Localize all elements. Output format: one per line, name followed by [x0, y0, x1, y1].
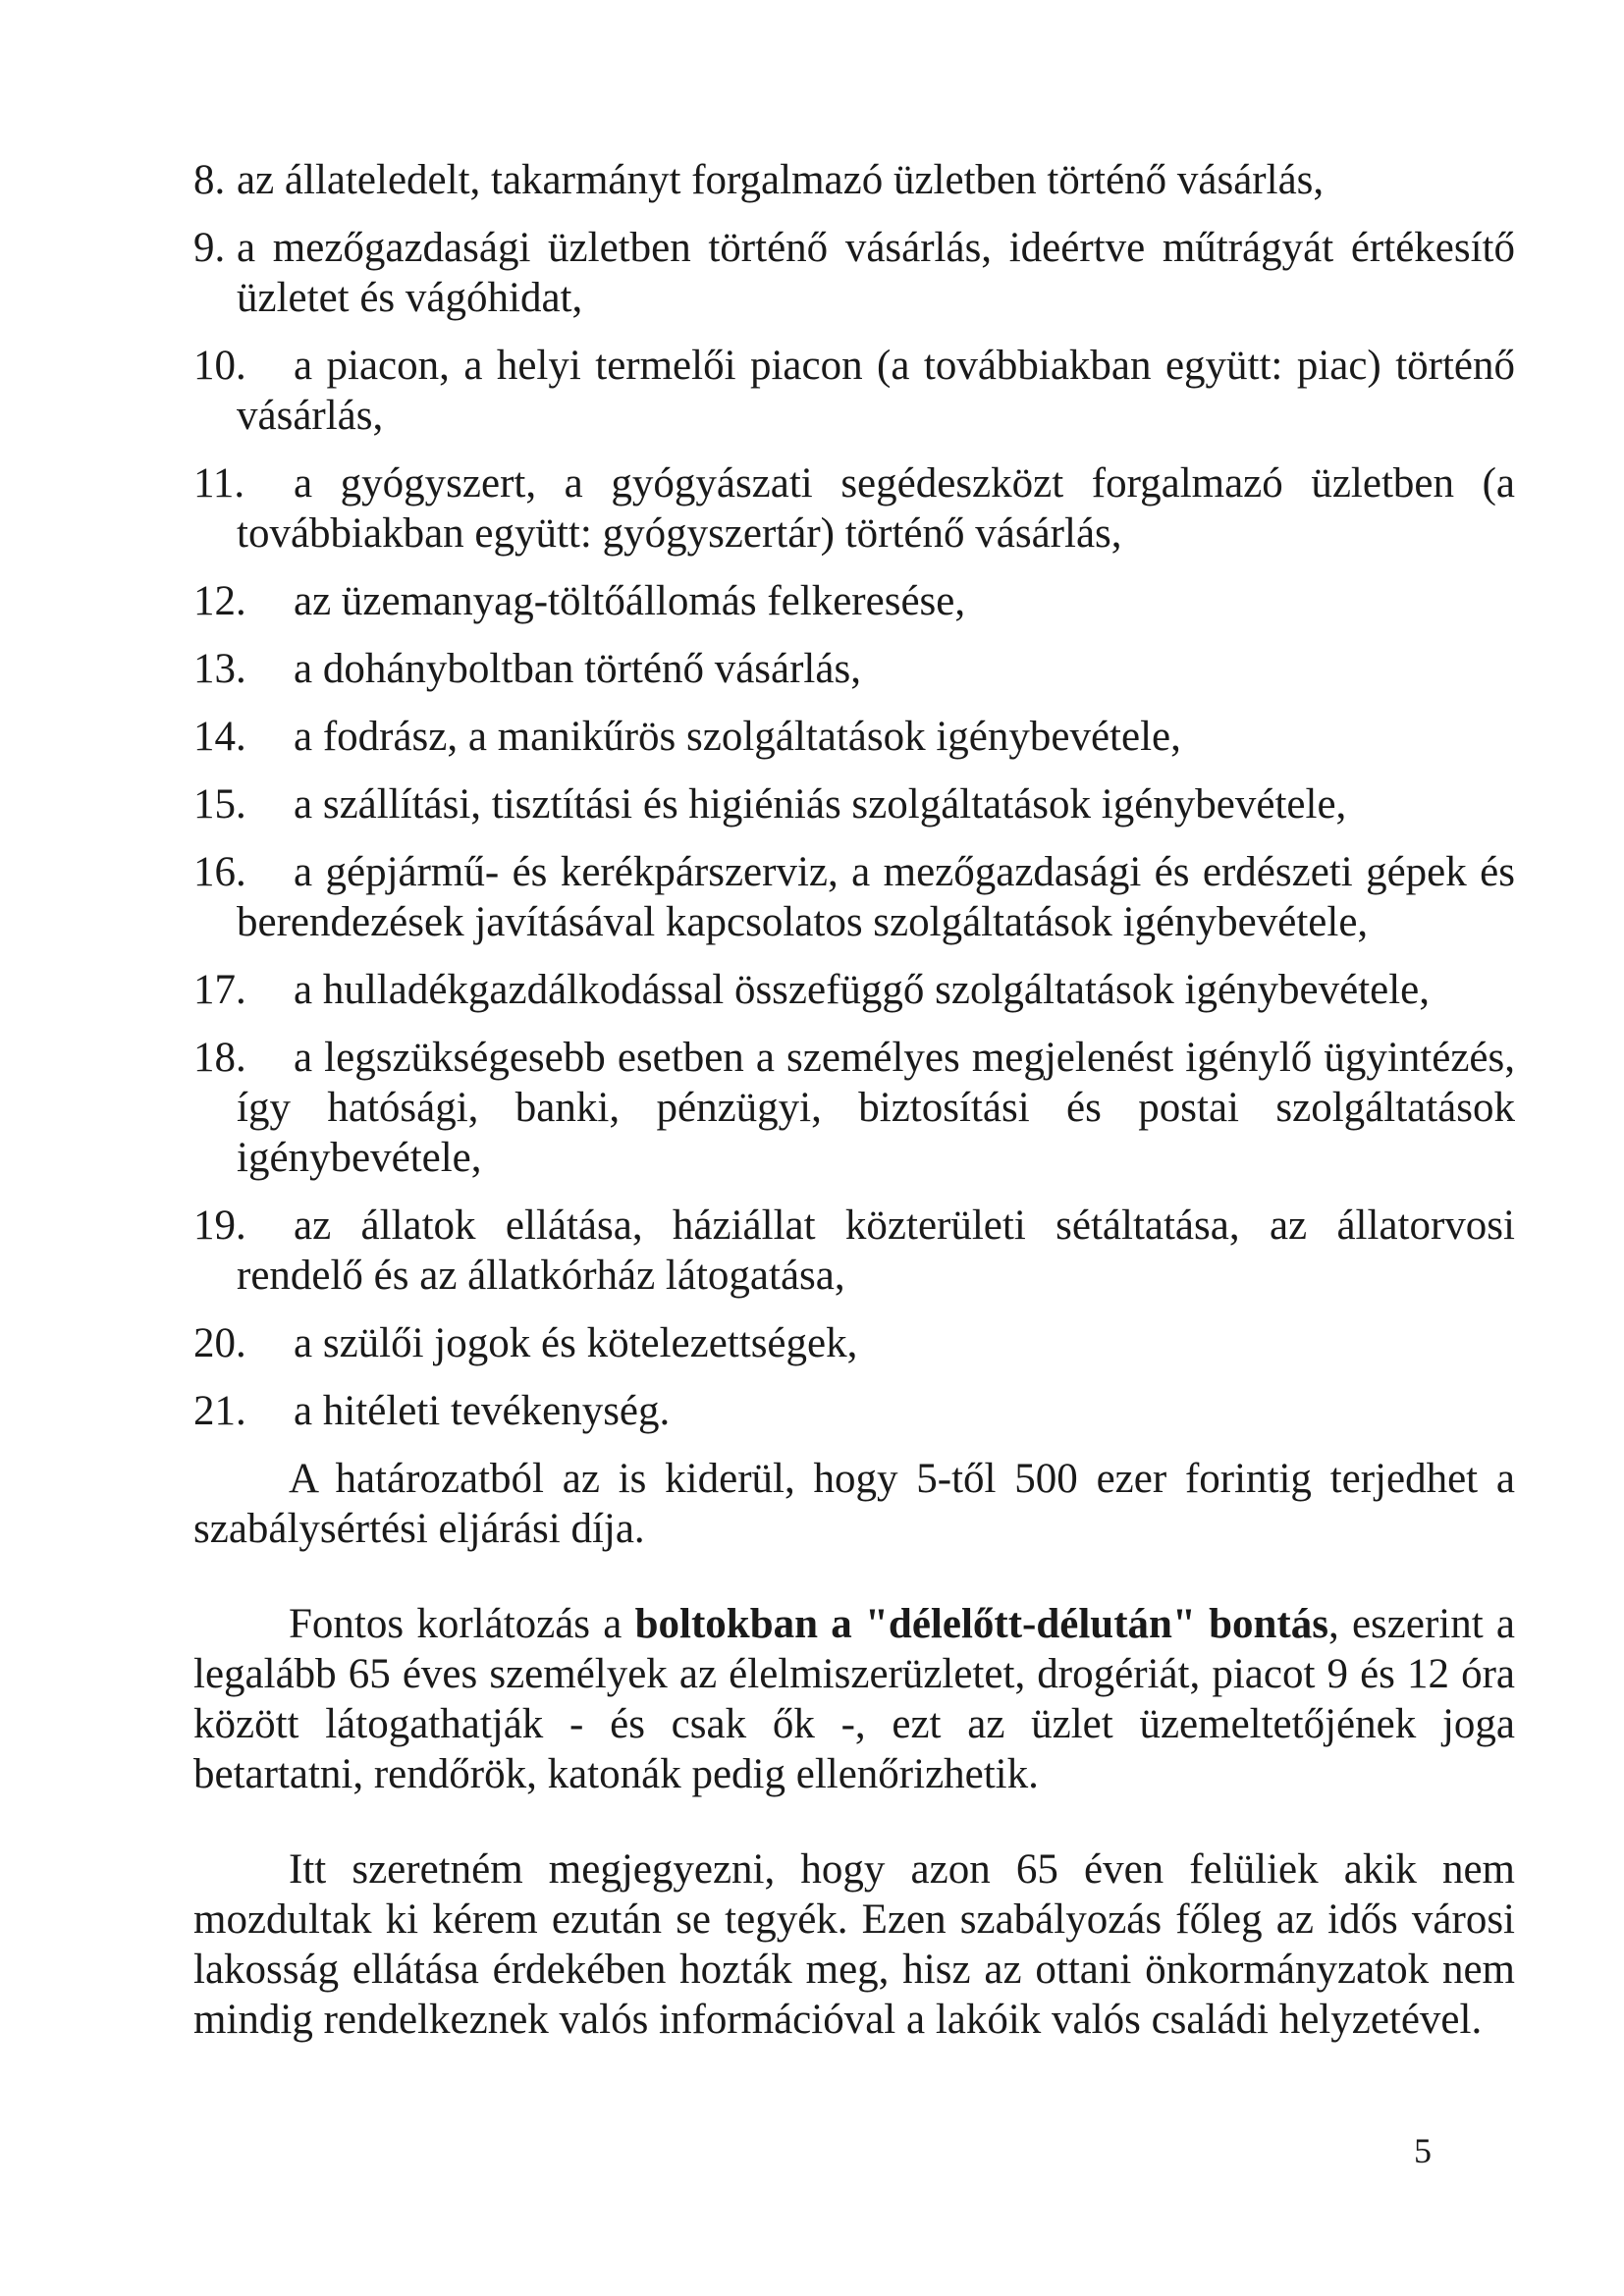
list-number: 14.	[193, 714, 246, 760]
list-item	[193, 1201, 1515, 1301]
list-number: 11.	[193, 460, 245, 507]
paragraph-text: Fontos korlátozás a	[289, 1601, 635, 1647]
list-item	[193, 458, 1515, 559]
list-item	[193, 223, 1515, 323]
list-item	[193, 1318, 1515, 1368]
list-text: az üzemanyag-töltőállomás felkeresése,	[294, 578, 966, 624]
list-item	[193, 576, 1515, 626]
list-text: a gyógyszert, a gyógyászati segédeszközt forgalmazó üzletben (a továbbiakban együtt: gyógyszertár) történő vásárlás,	[237, 460, 1515, 557]
list-item	[193, 847, 1515, 947]
list-number: 17.	[193, 967, 246, 1013]
list-text: a dohányboltban történő vásárlás,	[294, 646, 861, 692]
list-text: az állateledelt, takarmányt forgalmazó üzletben történő vásárlás,	[237, 157, 1325, 203]
list-text: az állatok ellátása, háziállat közterületi sétáltatása, az állatorvosi rendelő és az állatkórház látogatása,	[237, 1202, 1515, 1299]
list-number: 12.	[193, 578, 246, 624]
list-text: a mezőgazdasági üzletben történő vásárlás, ideértve műtrágyát értékesítő üzletet és vágóhidat,	[237, 225, 1515, 321]
list-item	[193, 644, 1515, 694]
list-number: 13.	[193, 646, 246, 692]
paragraph-fee: A határozatból az is kiderül, hogy 5-től 500 ezer forintig terjedhet a szabálysértési eljárási díja.	[193, 1456, 1515, 1552]
list-text: a legszükségesebb esetben a személyes megjelenést igénylő ügyintézés, így hatósági, banki, pénzügyi, biztosítási és postai szolgáltatások igénybevétele,	[237, 1035, 1515, 1181]
list-number: 19.	[193, 1202, 246, 1249]
list-text: a hulladékgazdálkodással összefüggő szolgáltatások igénybevétele,	[294, 967, 1431, 1013]
list-item	[193, 1033, 1515, 1183]
list-text: a szállítási, tisztítási és higiéniás szolgáltatások igénybevétele,	[294, 781, 1347, 828]
list-item	[193, 712, 1515, 762]
list-text: a fodrász, a manikűrös szolgáltatások igénybevétele,	[294, 714, 1181, 760]
list-number: 21.	[193, 1388, 246, 1434]
list-number: 18.	[193, 1035, 246, 1081]
paragraph-note: Itt szeretném megjegyezni, hogy azon 65 éven felüliek akik nem mozdultak ki kérem ezután se tegyék. Ezen szabályozás főleg az idős városi lakosság ellátása érdekében hozták meg, hisz az ottani önkormányzatok nem mindig rendelkeznek valós információval a lakóik valós családi helyzetével.	[193, 1846, 1515, 2043]
list-number: 8.	[193, 157, 226, 203]
list-number: 10.	[193, 343, 246, 389]
list-number: 15.	[193, 781, 246, 828]
list-text: a szülői jogok és kötelezettségek,	[294, 1320, 858, 1366]
list-item	[193, 779, 1515, 829]
paragraph-bold-text: boltokban a "délelőtt-délután" bontás	[634, 1601, 1328, 1647]
list-text: a hitéleti tevékenység.	[294, 1388, 671, 1434]
page-number: 5	[1414, 2131, 1432, 2170]
list-item	[193, 155, 1515, 205]
paragraph-text: , eszerint a legalább 65 éves személyek az élelmiszerüzletet, drogériát, piacot 9 és 12 óra között látogathatják - és csak ők -, ezt az üzlet üzemeltetőjének joga betartatni, rendőrök, katonák pedig ellenőrizhetik.	[193, 1601, 1515, 1797]
list-text: a piacon, a helyi termelői piacon (a továbbiakban együtt: piac) történő vásárlás,	[237, 343, 1515, 439]
list-item	[193, 965, 1515, 1015]
activity-list	[193, 155, 1515, 1436]
list-text: a gépjármű- és kerékpárszerviz, a mezőgazdasági és erdészeti gépek és berendezések javításával kapcsolatos szolgáltatások igénybevétele,	[237, 849, 1515, 945]
document-page	[193, 155, 1515, 2045]
list-number: 20.	[193, 1320, 246, 1366]
list-number: 9.	[193, 225, 226, 271]
list-item	[193, 341, 1515, 441]
paragraph-shop-restriction	[193, 1599, 1515, 1799]
list-item	[193, 1386, 1515, 1436]
list-number: 16.	[193, 849, 246, 895]
